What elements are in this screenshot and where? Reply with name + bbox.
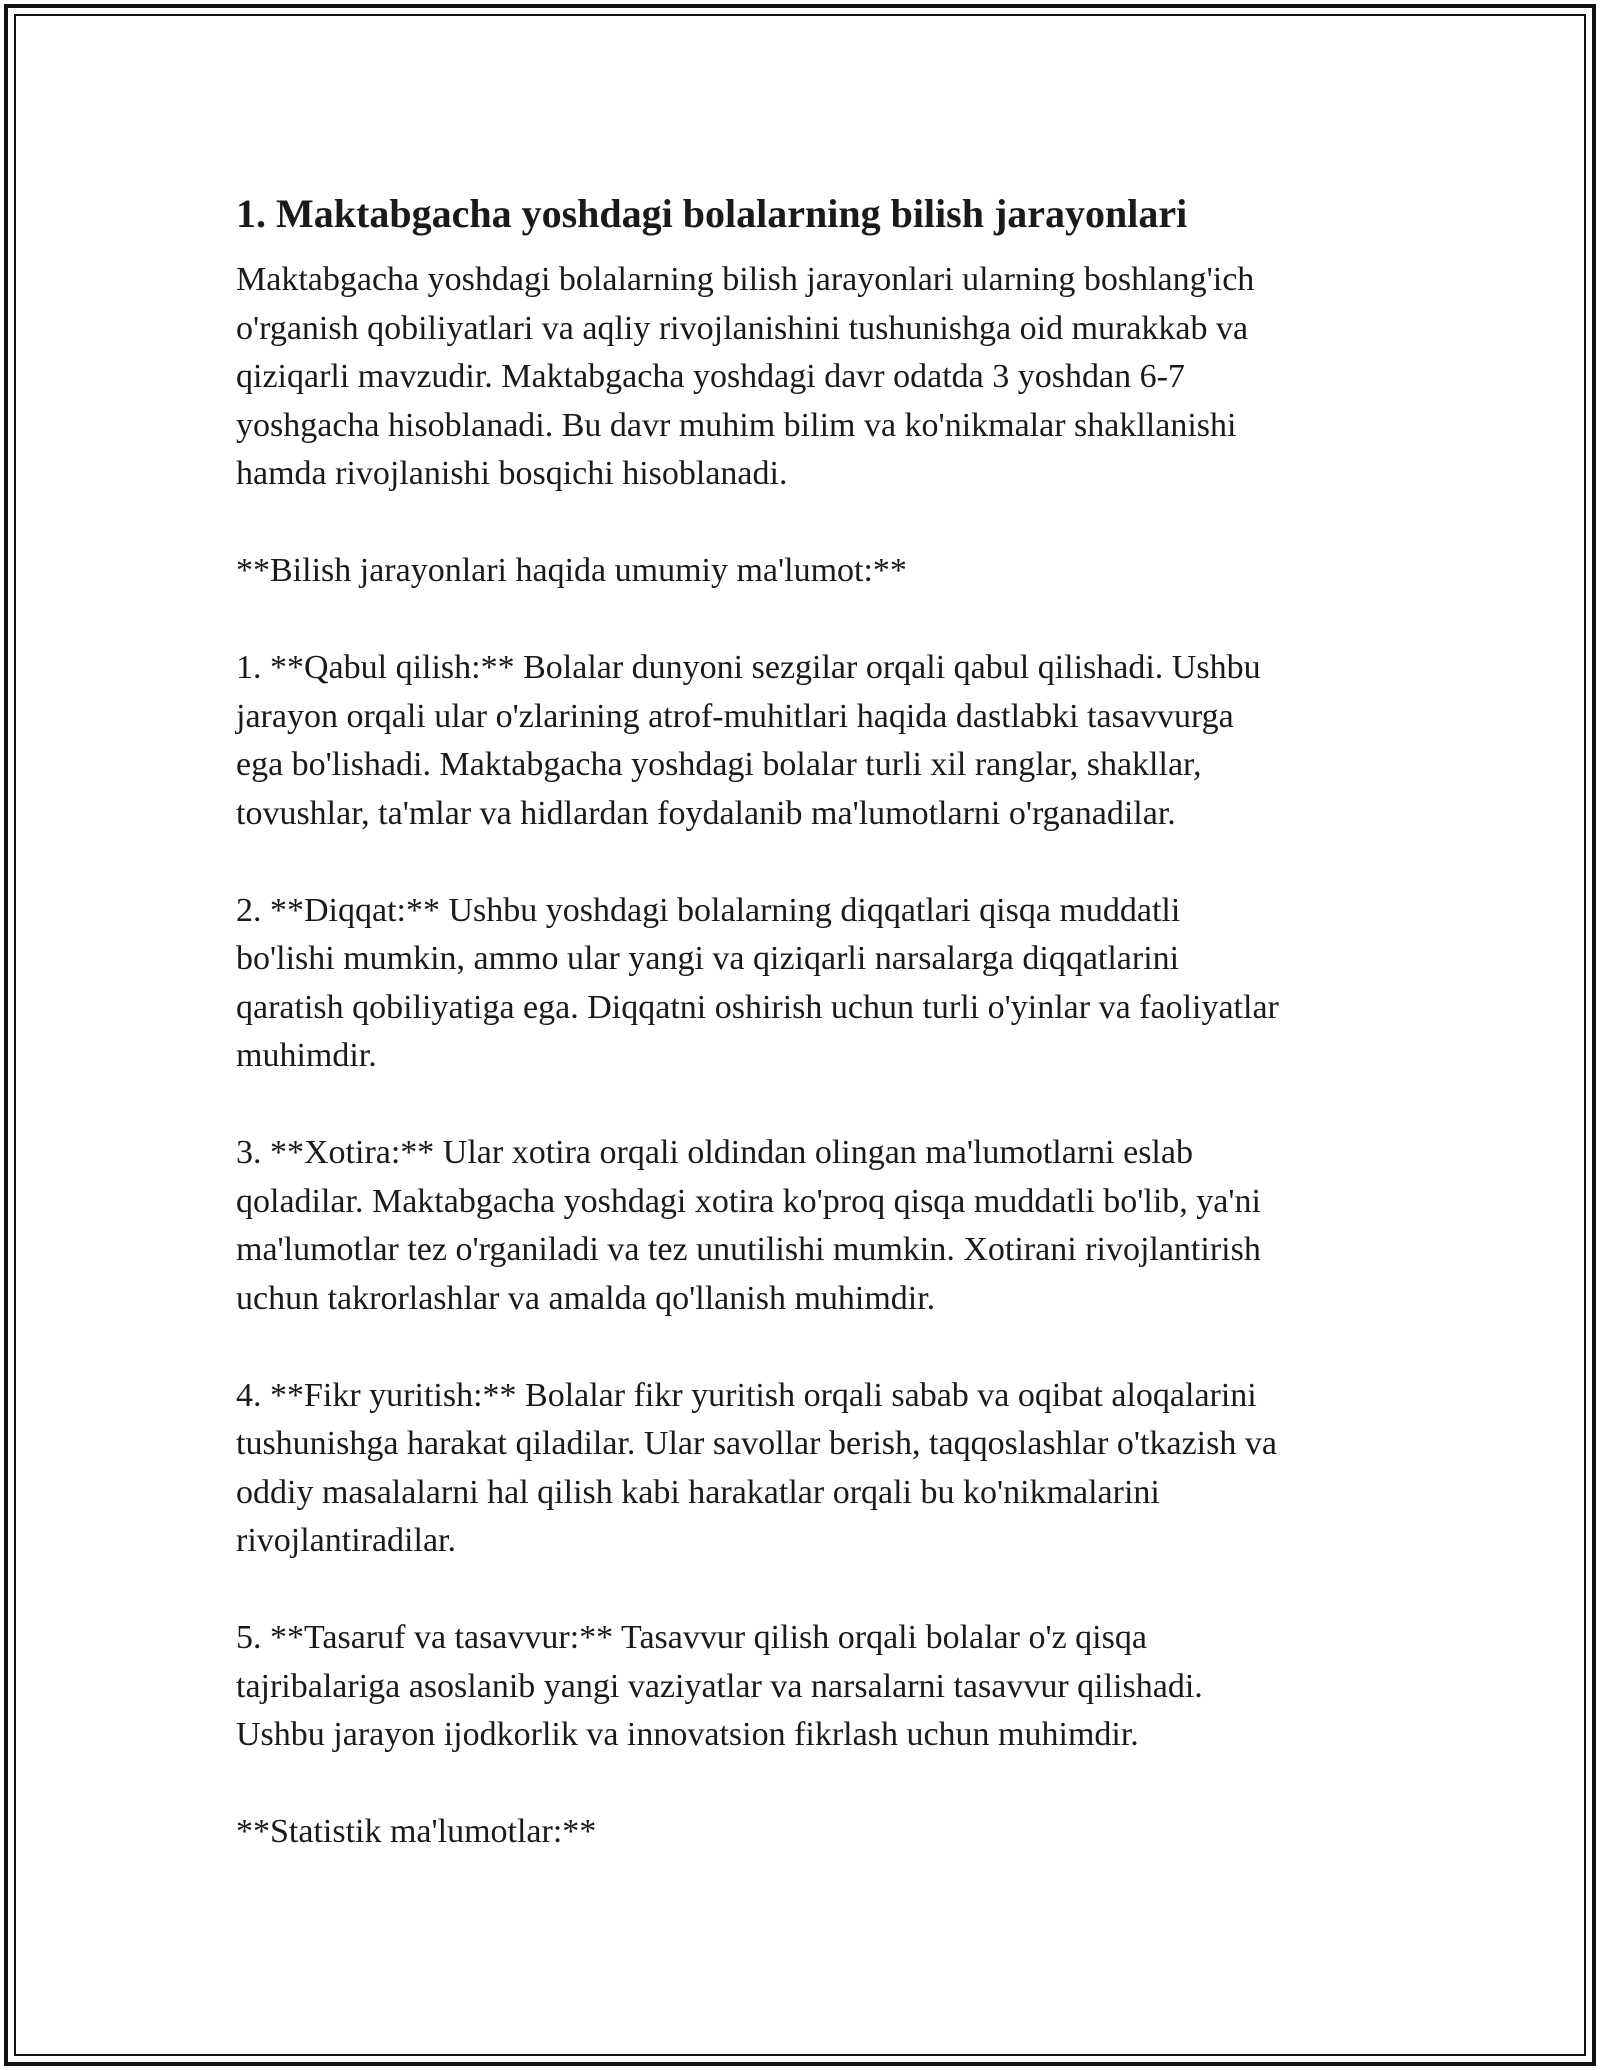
item-line: ma'lumotlar tez o'rganiladi va tez unutilishi mumkin. Xotirani rivojlantirish [236, 1231, 1261, 1268]
statistics-heading: **Statistik ma'lumotlar:** [236, 1813, 597, 1850]
item-line: 5. **Tasaruf va tasavvur:** Tasavvur qilish orqali bolalar o'z qisqa [236, 1619, 1147, 1656]
item-line: bo'lishi mumkin, ammo ular yangi va qiziqarli narsalarga diqqatlarini [236, 940, 1180, 977]
intro-line: yoshgacha hisoblanadi. Bu davr muhim bilim va ko'nikmalar shakllanishi [236, 406, 1237, 444]
item-line: jarayon orqali ular o'zlarining atrof-muhitlari haqida dastlabki tasavvurga [236, 697, 1234, 735]
item-thinking [236, 1372, 1376, 1566]
item-line: 1. **Qabul qilish:** Bolalar dunyoni sezgilar orqali qabul qilishadi. Ushbu [236, 649, 1261, 686]
item-attention [236, 887, 1376, 1081]
item-line: tajribalariga asoslanib yangi vaziyatlar va narsalarni tasavvur qilishadi. [236, 1667, 1203, 1705]
item-line: uchun takrorlashlar va amalda qo'llanish muhimdir. [236, 1279, 936, 1317]
item-line: oddiy masalalarni hal qilish kabi harakatlar orqali bu ko'nikmalarini [236, 1473, 1160, 1511]
general-info-heading: **Bilish jarayonlari haqida umumiy ma'lumot:** [236, 552, 907, 589]
item-line: tovushlar, ta'mlar va hidlardan foydalanib ma'lumotlarni o'rganadilar. [236, 794, 1176, 832]
item-line: 2. **Diqqat:** Ushbu yoshdagi bolalarning diqqatlari qisqa muddatli [236, 891, 1181, 929]
item-memory [236, 1129, 1376, 1323]
item-line: tushunishga harakat qiladilar. Ular savollar berish, taqqoslashlar o'tkazish va [236, 1425, 1277, 1462]
item-perception [236, 644, 1376, 838]
intro-line: hamda rivojlanishi bosqichi hisoblanadi. [236, 455, 788, 492]
intro-line: qiziqarli mavzudir. Maktabgacha yoshdagi davr odatda 3 yoshdan 6-7 [236, 358, 1185, 395]
item-line: 3. **Xotira:** Ular xotira orqali oldindan olingan ma'lumotlarni eslab [236, 1134, 1193, 1171]
item-line: rivojlantiradilar. [236, 1522, 456, 1559]
item-line: muhimdir. [236, 1037, 377, 1074]
document-title: 1. Maktabgacha yoshdagi bolalarning bilish jarayonlari [236, 191, 1188, 236]
item-imagination [236, 1614, 1376, 1760]
item-line: qoladilar. Maktabgacha yoshdagi xotira ko'proq qisqa muddatli bo'lib, ya'ni [236, 1182, 1261, 1220]
intro-line: o'rganish qobiliyatlari va aqliy rivojlanishini tushunishga oid murakkab va [236, 309, 1249, 347]
intro-paragraph [236, 256, 1376, 499]
document-body [236, 188, 1376, 1857]
item-line: 4. **Fikr yuritish:** Bolalar fikr yuritish orqali sabab va oqibat aloqalarini [236, 1376, 1257, 1414]
item-line: ega bo'lishadi. Maktabgacha yoshdagi bolalar turli xil ranglar, shakllar, [236, 746, 1202, 783]
item-line: qaratish qobiliyatiga ega. Diqqatni oshirish uchun turli o'yinlar va faoliyatlar [236, 988, 1279, 1026]
intro-line: Maktabgacha yoshdagi bolalarning bilish jarayonlari ularning boshlang'ich [236, 261, 1255, 298]
item-line: Ushbu jarayon ijodkorlik va innovatsion fikrlash uchun muhimdir. [236, 1716, 1139, 1753]
